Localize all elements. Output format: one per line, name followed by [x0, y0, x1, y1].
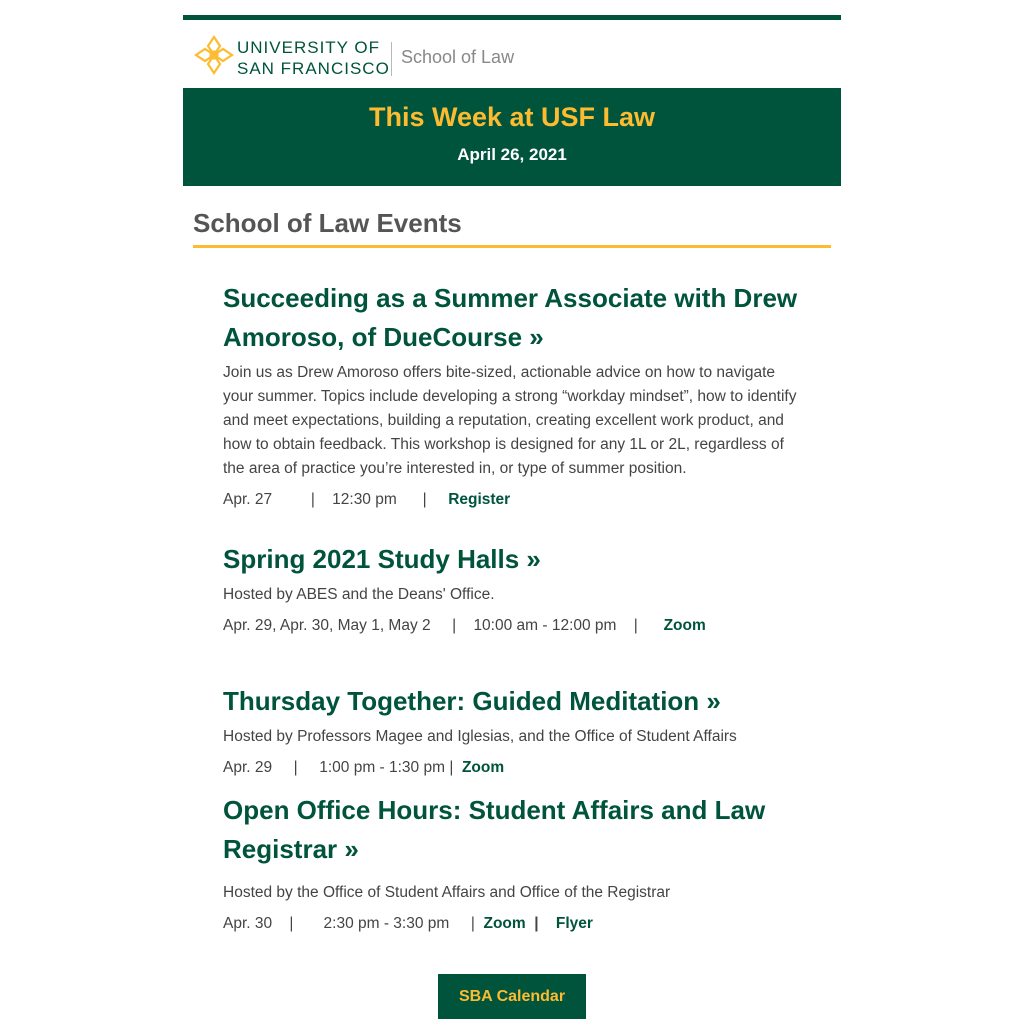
flyer-link[interactable]: Flyer [555, 915, 593, 932]
zoom-link[interactable]: Zoom [663, 617, 706, 634]
section-heading: School of Law Events [193, 208, 831, 248]
university-wordmark [237, 37, 390, 79]
logo-divider [391, 42, 392, 76]
event-date: Apr. 29 [223, 759, 273, 776]
newsletter-banner [183, 88, 841, 186]
event-description: Join us as Drew Amoroso offers bite-sized, actionable advice on how to navigate your summer. Topics include developing a strong “workday mindset”, how to identify and meet expectations, building a reputation, creating excellent work product, and how to obtain feedback. This workshop is designed for any 1L or 2L, regardless of the area of practice you’re interested in, or type of summer position. [223, 364, 797, 477]
event-item [223, 279, 803, 509]
event-date: Apr. 29, Apr. 30, May 1, May 2 [223, 617, 431, 634]
event-item [223, 791, 803, 933]
event-title-link[interactable]: Spring 2021 Study Halls » [223, 544, 541, 574]
sba-calendar-button[interactable]: SBA Calendar [438, 974, 586, 1019]
event-title-link[interactable]: Succeeding as a Summer Associate with Drew Amoroso, of DueCourse » [223, 283, 798, 352]
event-time: 2:30 pm - 3:30 pm [323, 915, 450, 932]
usf-crest-icon [193, 34, 235, 76]
newsletter-date: April 26, 2021 [457, 145, 567, 164]
event-time: 10:00 am - 12:00 pm [473, 617, 617, 634]
event-date: Apr. 27 [223, 491, 273, 508]
event-time: 12:30 pm [332, 491, 397, 508]
event-meta: Apr. 30 | 2:30 pm - 3:30 pm | Zoom | Flyer [223, 915, 593, 932]
event-item [223, 540, 803, 635]
event-meta: Apr. 29 | 1:00 pm - 1:30 pm | Zoom [223, 759, 505, 776]
event-date: Apr. 30 [223, 915, 273, 932]
event-description: Hosted by ABES and the Deans' Office. [223, 586, 495, 603]
register-link[interactable]: Register [448, 491, 511, 508]
event-time: 1:00 pm - 1:30 pm [319, 759, 446, 776]
email-container [183, 15, 841, 1005]
event-meta: Apr. 29, Apr. 30, May 1, May 2 | 10:00 am - 12:00 pm | Zoom [223, 617, 706, 634]
event-title-link[interactable]: Thursday Together: Guided Meditation » [223, 686, 721, 716]
zoom-link[interactable]: Zoom [483, 915, 526, 932]
header-logo[interactable] [183, 20, 841, 88]
newsletter-title: This Week at USF Law [368, 102, 656, 132]
event-item [223, 682, 803, 777]
university-line1: UNIVERSITY OF [237, 38, 381, 57]
event-title-link[interactable]: Open Office Hours: Student Affairs and Law Registrar » [223, 795, 766, 864]
school-name: School of Law [401, 47, 515, 67]
zoom-link[interactable]: Zoom [461, 759, 505, 776]
event-description: Hosted by the Office of Student Affairs and Office of the Registrar [223, 884, 671, 901]
university-line2: SAN FRANCISCO [237, 59, 390, 78]
event-description: Hosted by Professors Magee and Iglesias, and the Office of Student Affairs [223, 728, 737, 745]
event-meta: Apr. 27 | 12:30 pm | Register [223, 491, 511, 508]
